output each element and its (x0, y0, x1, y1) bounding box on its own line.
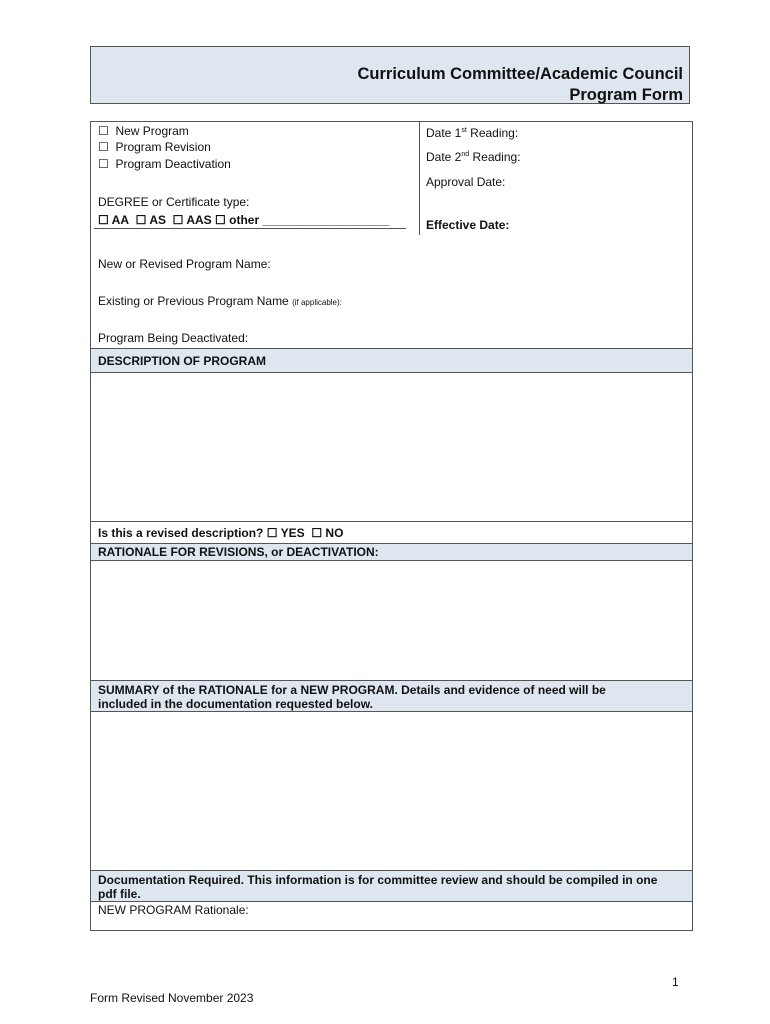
option-label: New Program (115, 124, 189, 138)
checkbox-icon[interactable]: ☐ (311, 526, 323, 540)
option-new-program[interactable] (98, 124, 189, 138)
program-being-deactivated: Program Being Deactivated: (98, 331, 249, 345)
date-first-reading-sup: st (461, 127, 467, 134)
checkbox-icon[interactable]: ☐ (215, 213, 226, 227)
date-second-reading-prefix: Date 2 (426, 150, 462, 164)
option-program-revision[interactable] (98, 140, 211, 154)
documentation-heading-line1: Documentation Required. This information is for committee review and should be compiled in one (98, 873, 658, 887)
description-field[interactable] (91, 373, 692, 521)
degree-aas: AAS (186, 213, 212, 227)
checkbox-icon[interactable]: ☐ (135, 213, 147, 227)
existing-program-name-note: (if applicable): (292, 298, 342, 307)
form-title-line1: Curriculum Committee/Academic Council (357, 65, 683, 83)
degree-aa: AA (111, 213, 129, 227)
option-program-deactivation[interactable] (98, 157, 231, 171)
degree-other: other ___________________ (229, 213, 390, 227)
divider (419, 122, 420, 235)
divider (91, 543, 692, 544)
summary-heading-line1: SUMMARY of the RATIONALE for a NEW PROGRAM. Details and evidence of need will be (98, 683, 606, 697)
checkbox-icon[interactable]: ☐ (98, 157, 109, 171)
yes-label: YES (280, 526, 305, 540)
revised-description-question (98, 526, 343, 540)
form-body (90, 121, 693, 931)
checkbox-icon[interactable]: ☐ (98, 140, 109, 154)
option-label: Program Revision (115, 140, 211, 154)
divider (91, 901, 692, 902)
form-title-line2: Program Form (569, 86, 683, 104)
checkbox-icon[interactable]: ☐ (266, 526, 278, 540)
date-second-reading (426, 150, 521, 164)
existing-program-name (98, 294, 342, 308)
date-second-reading-suffix: Reading: (469, 150, 521, 164)
degree-label: DEGREE or Certificate type: (98, 195, 250, 209)
date-first-reading (426, 126, 518, 140)
rationale-field[interactable] (91, 561, 692, 680)
divider (91, 870, 692, 871)
summary-heading-line2: included in the documentation requested below. (98, 697, 373, 711)
summary-field[interactable] (91, 712, 692, 870)
date-first-reading-suffix: Reading: (466, 126, 519, 140)
page-number: 1 (672, 975, 679, 989)
new-program-rationale-label: NEW PROGRAM Rationale: (98, 903, 249, 917)
existing-program-name-label: Existing or Previous Program Name (98, 294, 293, 308)
description-heading: DESCRIPTION OF PROGRAM (98, 354, 267, 368)
form-header (90, 46, 690, 104)
new-or-revised-program-name: New or Revised Program Name: (98, 257, 271, 271)
divider (91, 680, 692, 681)
no-label: NO (325, 526, 344, 540)
date-second-reading-sup: nd (461, 151, 470, 158)
date-first-reading-prefix: Date 1 (426, 126, 462, 140)
summary-heading (98, 683, 606, 711)
documentation-heading-line2: pdf file. (98, 887, 141, 901)
degree-options (98, 213, 389, 227)
divider (91, 521, 692, 522)
checkbox-icon[interactable]: ☐ (172, 213, 184, 227)
divider (94, 228, 406, 229)
effective-date: Effective Date: (426, 218, 510, 232)
revised-question-label: Is this a revised description? (98, 526, 264, 540)
approval-date: Approval Date: (426, 175, 506, 189)
checkbox-icon[interactable]: ☐ (98, 124, 109, 138)
divider (91, 348, 692, 349)
checkbox-icon[interactable]: ☐ (98, 213, 109, 227)
rationale-heading: RATIONALE FOR REVISIONS, or DEACTIVATION: (98, 545, 379, 559)
documentation-heading (98, 873, 657, 901)
option-label: Program Deactivation (115, 157, 231, 171)
degree-as: AS (149, 213, 166, 227)
form-revised-footer: Form Revised November 2023 (90, 991, 254, 1005)
